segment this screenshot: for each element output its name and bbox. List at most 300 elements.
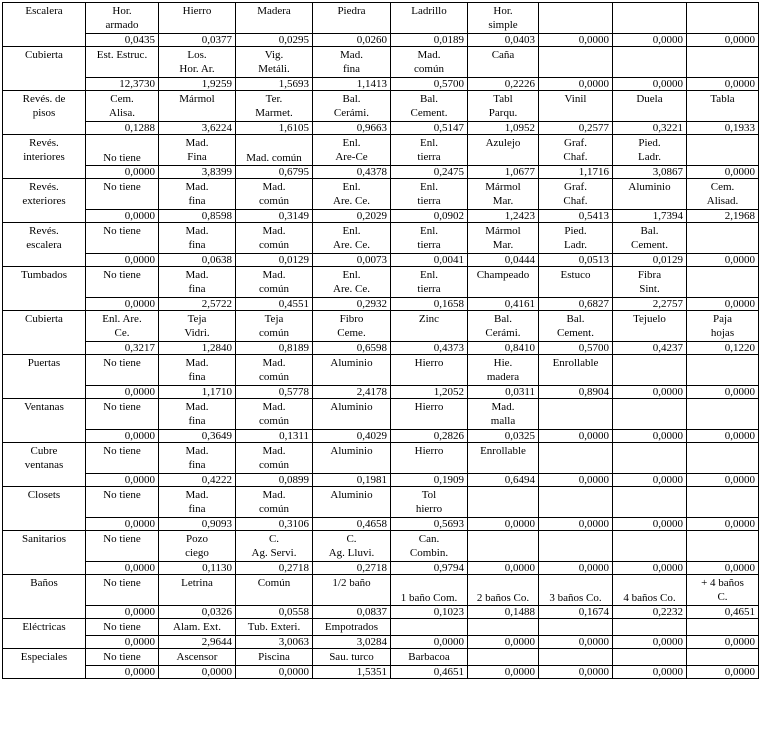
value-row <box>3 562 759 575</box>
coefficient-value: 0,0000 <box>86 210 159 223</box>
coefficient-value: 0,0000 <box>613 666 687 679</box>
material-option <box>687 531 759 562</box>
coefficient-value: 0,3221 <box>613 122 687 135</box>
coefficient-value: 0,8189 <box>236 342 313 355</box>
material-option <box>687 399 759 430</box>
coefficient-value: 0,1658 <box>391 298 468 311</box>
coefficient-value: 0,0000 <box>468 636 539 649</box>
material-option: Fibro Ceme. <box>313 311 391 342</box>
material-option: Enl. tierra <box>391 179 468 210</box>
material-option: Mad. Fina <box>159 135 236 166</box>
value-row <box>3 78 759 91</box>
coefficient-value: 0,0000 <box>86 518 159 531</box>
coefficient-value: 3,8399 <box>159 166 236 179</box>
option-row <box>3 649 759 666</box>
option-row <box>3 91 759 122</box>
option-row <box>3 399 759 430</box>
material-option: Ladrillo <box>391 3 468 34</box>
material-option: Mad. común <box>236 179 313 210</box>
material-option: 4 baños Co. <box>613 575 687 606</box>
coefficient-value: 0,0325 <box>468 430 539 443</box>
coefficient-value: 0,4029 <box>313 430 391 443</box>
coefficient-value: 0,3649 <box>159 430 236 443</box>
coefficient-value: 0,0000 <box>687 430 759 443</box>
material-option: Vig. Metáli. <box>236 47 313 78</box>
coefficient-value: 0,0837 <box>313 606 391 619</box>
coefficient-value: 0,8904 <box>539 386 613 399</box>
value-row <box>3 386 759 399</box>
coefficient-value: 0,0311 <box>468 386 539 399</box>
option-row <box>3 223 759 254</box>
coefficient-value: 0,5413 <box>539 210 613 223</box>
coefficient-value: 1,7394 <box>613 210 687 223</box>
coefficient-value: 2,9644 <box>159 636 236 649</box>
coefficient-value: 0,4222 <box>159 474 236 487</box>
coefficient-value: 1,1413 <box>313 78 391 91</box>
material-option: Alam. Ext. <box>159 619 236 636</box>
material-option: Hie. madera <box>468 355 539 386</box>
coefficient-value: 0,1311 <box>236 430 313 443</box>
material-option: Fibra Sint. <box>613 267 687 298</box>
material-option: Tabl Parqu. <box>468 91 539 122</box>
option-row <box>3 443 759 474</box>
material-option: Común <box>236 575 313 606</box>
material-option: Pozo ciego <box>159 531 236 562</box>
material-option: Pied. Ladr. <box>613 135 687 166</box>
coefficient-value: 0,0000 <box>86 166 159 179</box>
coefficient-value: 0,0000 <box>687 518 759 531</box>
material-option: Estuco <box>539 267 613 298</box>
material-option: Graf. Chaf. <box>539 135 613 166</box>
material-option <box>613 531 687 562</box>
coefficient-value: 0,0000 <box>86 474 159 487</box>
coefficient-value: 0,2826 <box>391 430 468 443</box>
category-label: Eléctricas <box>3 619 86 649</box>
coefficient-value: 0,0000 <box>687 386 759 399</box>
material-option <box>613 3 687 34</box>
coefficient-value: 1,6105 <box>236 122 313 135</box>
coefficient-value: 0,5778 <box>236 386 313 399</box>
material-option <box>687 443 759 474</box>
material-option: No tiene <box>86 135 159 166</box>
material-option: + 4 baños C. <box>687 575 759 606</box>
material-option <box>468 649 539 666</box>
coefficient-value: 0,6598 <box>313 342 391 355</box>
material-option: No tiene <box>86 575 159 606</box>
option-row <box>3 575 759 606</box>
coefficient-value: 0,0000 <box>539 474 613 487</box>
material-option: Champeado <box>468 267 539 298</box>
coefficient-value: 0,3217 <box>86 342 159 355</box>
coefficient-value: 0,0403 <box>468 34 539 47</box>
coefficient-value: 0,0041 <box>391 254 468 267</box>
material-option: Aluminio <box>613 179 687 210</box>
category-label: Tumbados <box>3 267 86 311</box>
coefficient-value: 12,3730 <box>86 78 159 91</box>
material-option: No tiene <box>86 487 159 518</box>
material-option: Sau. turco <box>313 649 391 666</box>
coefficient-value: 0,0638 <box>159 254 236 267</box>
coefficient-value: 0,1220 <box>687 342 759 355</box>
value-row <box>3 298 759 311</box>
coefficient-value: 0,5147 <box>391 122 468 135</box>
material-option <box>468 531 539 562</box>
material-option: Bal. Cement. <box>539 311 613 342</box>
coefficient-value: 3,0063 <box>236 636 313 649</box>
material-option: Pied. Ladr. <box>539 223 613 254</box>
value-row <box>3 34 759 47</box>
coefficient-value: 0,0444 <box>468 254 539 267</box>
material-option: Mad. malla <box>468 399 539 430</box>
coefficient-value: 0,0000 <box>613 474 687 487</box>
material-option: Vinil <box>539 91 613 122</box>
coefficient-value: 2,5722 <box>159 298 236 311</box>
material-option: No tiene <box>86 223 159 254</box>
coefficient-value: 0,0000 <box>539 636 613 649</box>
option-row <box>3 531 759 562</box>
material-option: Duela <box>613 91 687 122</box>
material-option: Mad. fina <box>159 443 236 474</box>
option-row <box>3 487 759 518</box>
coefficient-value: 1,1710 <box>159 386 236 399</box>
coefficient-value: 0,4658 <box>313 518 391 531</box>
coefficient-value: 0,0000 <box>539 34 613 47</box>
coefficient-value: 0,0073 <box>313 254 391 267</box>
coefficient-value: 0,4373 <box>391 342 468 355</box>
coefficient-value: 0,2932 <box>313 298 391 311</box>
coefficient-value: 0,4551 <box>236 298 313 311</box>
coefficient-value: 1,9259 <box>159 78 236 91</box>
coefficient-value: 1,0677 <box>468 166 539 179</box>
material-option: Enl. Are-Ce <box>313 135 391 166</box>
material-option: Mármol Mar. <box>468 179 539 210</box>
coefficient-value: 0,0000 <box>539 430 613 443</box>
material-option: Tol hierro <box>391 487 468 518</box>
value-row <box>3 122 759 135</box>
material-option: No tiene <box>86 649 159 666</box>
material-option: Enl. Are. Ce. <box>313 179 391 210</box>
category-label: Revés. de pisos <box>3 91 86 135</box>
material-option: Teja común <box>236 311 313 342</box>
coefficient-value: 1,5693 <box>236 78 313 91</box>
material-option: No tiene <box>86 355 159 386</box>
material-option: Zinc <box>391 311 468 342</box>
coefficient-value: 0,0000 <box>236 666 313 679</box>
category-label: Revés. interiores <box>3 135 86 179</box>
coefficient-value: 0,0000 <box>539 666 613 679</box>
coefficient-value: 0,0000 <box>613 386 687 399</box>
coefficient-value: 0,0513 <box>539 254 613 267</box>
material-option <box>613 399 687 430</box>
coefficient-value: 0,2029 <box>313 210 391 223</box>
material-option: Piedra <box>313 3 391 34</box>
material-option: Enrollable <box>539 355 613 386</box>
material-option: Azulejo <box>468 135 539 166</box>
material-option: No tiene <box>86 179 159 210</box>
material-option: Graf. Chaf. <box>539 179 613 210</box>
coefficient-value: 0,8598 <box>159 210 236 223</box>
category-label: Ventanas <box>3 399 86 443</box>
coefficient-value: 0,0129 <box>236 254 313 267</box>
coefficient-value: 0,0000 <box>86 606 159 619</box>
coefficient-value: 0,0000 <box>687 166 759 179</box>
coefficient-value: 0,1130 <box>159 562 236 575</box>
material-option <box>687 47 759 78</box>
material-option: Bal. Cement. <box>613 223 687 254</box>
material-option: Hierro <box>159 3 236 34</box>
material-option: Paja hojas <box>687 311 759 342</box>
coefficient-value: 0,2226 <box>468 78 539 91</box>
coefficient-value: 0,0129 <box>613 254 687 267</box>
value-row <box>3 606 759 619</box>
coefficient-value: 0,4378 <box>313 166 391 179</box>
material-option: Mad. fina <box>159 487 236 518</box>
material-option <box>687 355 759 386</box>
coefficient-value: 3,0867 <box>613 166 687 179</box>
material-option: Bal. Cerámi. <box>468 311 539 342</box>
coefficient-value: 0,8410 <box>468 342 539 355</box>
coefficient-value: 0,0000 <box>468 518 539 531</box>
material-option: Enl. tierra <box>391 135 468 166</box>
material-option: 3 baños Co. <box>539 575 613 606</box>
material-option <box>687 223 759 254</box>
value-row <box>3 666 759 679</box>
coefficient-value: 0,0000 <box>86 254 159 267</box>
material-option: No tiene <box>86 443 159 474</box>
coefficient-value: 0,0000 <box>687 78 759 91</box>
material-option: Tabla <box>687 91 759 122</box>
material-option <box>687 267 759 298</box>
material-option <box>539 649 613 666</box>
coefficient-value: 1,2423 <box>468 210 539 223</box>
coefficient-value: 0,0000 <box>687 562 759 575</box>
material-option: Mad. común <box>236 267 313 298</box>
material-option: Mad. fina <box>313 47 391 78</box>
material-option: Teja Vidri. <box>159 311 236 342</box>
material-option: Caña <box>468 47 539 78</box>
material-option <box>687 3 759 34</box>
material-option <box>539 443 613 474</box>
material-option: Aluminio <box>313 443 391 474</box>
coefficient-value: 0,0000 <box>86 666 159 679</box>
category-label: Revés. exteriores <box>3 179 86 223</box>
construction-cost-table <box>2 2 759 679</box>
coefficient-value: 0,0000 <box>613 636 687 649</box>
material-option: Enl. Are. Ce. <box>313 223 391 254</box>
coefficient-value: 0,4651 <box>391 666 468 679</box>
material-option: Hor. armado <box>86 3 159 34</box>
coefficient-value: 0,9093 <box>159 518 236 531</box>
material-option: No tiene <box>86 619 159 636</box>
coefficient-value: 0,6827 <box>539 298 613 311</box>
coefficient-value: 0,1674 <box>539 606 613 619</box>
material-option <box>613 443 687 474</box>
material-option: 2 baños Co. <box>468 575 539 606</box>
material-option: Hierro <box>391 399 468 430</box>
material-option: Aluminio <box>313 399 391 430</box>
material-option: No tiene <box>86 267 159 298</box>
coefficient-value: 0,1933 <box>687 122 759 135</box>
option-row <box>3 311 759 342</box>
material-option: Mad. común <box>236 487 313 518</box>
coefficient-value: 0,1488 <box>468 606 539 619</box>
material-option <box>613 487 687 518</box>
coefficient-value: 0,5693 <box>391 518 468 531</box>
material-option: Cem. Alisad. <box>687 179 759 210</box>
material-option <box>539 399 613 430</box>
material-option: Mad. fina <box>159 355 236 386</box>
value-row <box>3 636 759 649</box>
coefficient-value: 0,3106 <box>236 518 313 531</box>
category-label: Especiales <box>3 649 86 679</box>
coefficient-value: 0,0000 <box>687 666 759 679</box>
material-option: Mármol Mar. <box>468 223 539 254</box>
coefficient-value: 0,0000 <box>687 636 759 649</box>
material-option <box>687 649 759 666</box>
option-row <box>3 179 759 210</box>
category-label: Closets <box>3 487 86 531</box>
coefficient-value: 0,9794 <box>391 562 468 575</box>
coefficient-value: 0,0000 <box>613 562 687 575</box>
coefficient-value: 0,5700 <box>539 342 613 355</box>
material-option: Hor. simple <box>468 3 539 34</box>
coefficient-value: 0,0902 <box>391 210 468 223</box>
coefficient-value: 1,2052 <box>391 386 468 399</box>
coefficient-value: 0,0189 <box>391 34 468 47</box>
coefficient-value: 3,6224 <box>159 122 236 135</box>
coefficient-value: 0,6795 <box>236 166 313 179</box>
option-row <box>3 3 759 34</box>
material-option <box>613 619 687 636</box>
material-option: Hierro <box>391 443 468 474</box>
material-option: Mad. común <box>236 355 313 386</box>
coefficient-value: 0,0000 <box>613 518 687 531</box>
material-option: Aluminio <box>313 487 391 518</box>
coefficient-value: 2,4178 <box>313 386 391 399</box>
coefficient-value: 0,0000 <box>468 666 539 679</box>
coefficient-value: 0,0899 <box>236 474 313 487</box>
coefficient-value: 0,0000 <box>86 430 159 443</box>
coefficient-value: 0,1981 <box>313 474 391 487</box>
coefficient-value: 0,0435 <box>86 34 159 47</box>
material-option: Cem. Alisa. <box>86 91 159 122</box>
value-row <box>3 210 759 223</box>
value-row <box>3 474 759 487</box>
material-option: Madera <box>236 3 313 34</box>
coefficient-value: 0,0000 <box>539 562 613 575</box>
coefficient-value: 0,5700 <box>391 78 468 91</box>
coefficient-value: 0,0000 <box>391 636 468 649</box>
value-row <box>3 518 759 531</box>
coefficient-value: 0,0295 <box>236 34 313 47</box>
material-option <box>468 487 539 518</box>
coefficient-value: 0,1909 <box>391 474 468 487</box>
category-label: Revés. escalera <box>3 223 86 267</box>
coefficient-value: 0,0377 <box>159 34 236 47</box>
value-row <box>3 166 759 179</box>
material-option <box>539 3 613 34</box>
value-row <box>3 342 759 355</box>
coefficient-value: 0,0000 <box>86 562 159 575</box>
material-option: Enl. tierra <box>391 223 468 254</box>
coefficient-value: 0,0000 <box>687 474 759 487</box>
material-option: Tejuelo <box>613 311 687 342</box>
coefficient-value: 0,0000 <box>687 254 759 267</box>
material-option: Los. Hor. Ar. <box>159 47 236 78</box>
coefficient-value: 0,0000 <box>613 430 687 443</box>
material-option: Mad. común <box>236 135 313 166</box>
option-row <box>3 47 759 78</box>
coefficient-value: 1,0952 <box>468 122 539 135</box>
material-option <box>539 47 613 78</box>
coefficient-value: 0,4651 <box>687 606 759 619</box>
coefficient-value: 0,1288 <box>86 122 159 135</box>
material-option: Est. Estruc. <box>86 47 159 78</box>
material-option <box>391 619 468 636</box>
category-label: Puertas <box>3 355 86 399</box>
material-option: Piscina <box>236 649 313 666</box>
category-label: Cubierta <box>3 311 86 355</box>
material-option: Mad. común <box>236 223 313 254</box>
material-option: Bal. Cement. <box>391 91 468 122</box>
material-option <box>613 649 687 666</box>
coefficient-value: 0,9663 <box>313 122 391 135</box>
material-option <box>539 619 613 636</box>
coefficient-value: 0,1023 <box>391 606 468 619</box>
material-option: 1 baño Com. <box>391 575 468 606</box>
material-option <box>539 487 613 518</box>
material-option <box>687 135 759 166</box>
material-option: Enl. Are. Ce. <box>313 267 391 298</box>
material-option <box>687 619 759 636</box>
coefficient-value: 0,0000 <box>86 636 159 649</box>
material-option <box>539 531 613 562</box>
material-option: C. Ag. Lluvi. <box>313 531 391 562</box>
coefficient-value: 0,0000 <box>539 518 613 531</box>
option-row <box>3 135 759 166</box>
coefficient-value: 0,0000 <box>613 34 687 47</box>
material-option: No tiene <box>86 399 159 430</box>
material-option <box>613 47 687 78</box>
coefficient-value: 0,0000 <box>86 298 159 311</box>
coefficient-value: 2,2757 <box>613 298 687 311</box>
coefficient-value: 0,6494 <box>468 474 539 487</box>
coefficient-value: 0,0000 <box>687 34 759 47</box>
material-option: Hierro <box>391 355 468 386</box>
coefficient-value: 1,1716 <box>539 166 613 179</box>
coefficient-value: 1,2840 <box>159 342 236 355</box>
coefficient-value: 0,4237 <box>613 342 687 355</box>
material-option: Aluminio <box>313 355 391 386</box>
material-option: Mad. común <box>236 443 313 474</box>
material-option: Mármol <box>159 91 236 122</box>
material-option <box>687 487 759 518</box>
material-option: No tiene <box>86 531 159 562</box>
coefficient-value: 0,0000 <box>159 666 236 679</box>
material-option: Empotrados <box>313 619 391 636</box>
value-row <box>3 430 759 443</box>
material-option: Enl. tierra <box>391 267 468 298</box>
coefficient-value: 1,5351 <box>313 666 391 679</box>
value-row <box>3 254 759 267</box>
category-label: Sanitarios <box>3 531 86 575</box>
coefficient-value: 0,2475 <box>391 166 468 179</box>
coefficient-value: 0,0000 <box>468 562 539 575</box>
material-option: Barbacoa <box>391 649 468 666</box>
material-option: Mad. común <box>236 399 313 430</box>
coefficient-value: 0,4161 <box>468 298 539 311</box>
material-option: Letrina <box>159 575 236 606</box>
